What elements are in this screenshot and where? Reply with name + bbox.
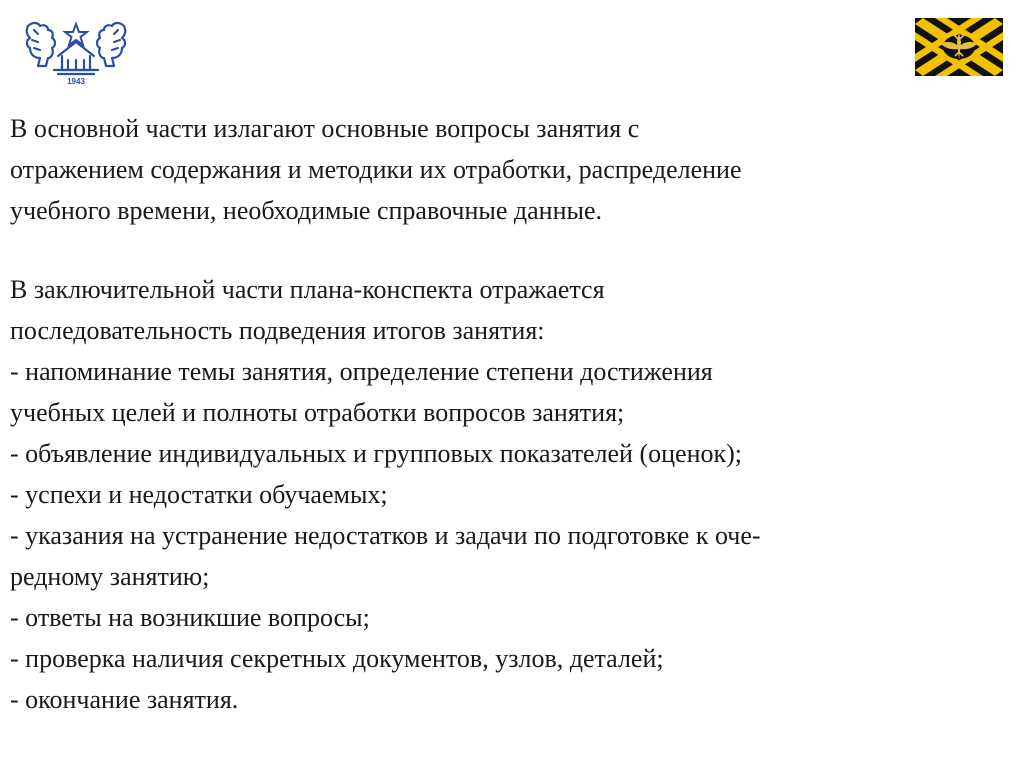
paragraph-gap bbox=[10, 231, 1015, 269]
text-line: последовательность подведения итогов занятия: bbox=[10, 316, 545, 345]
text-line: В заключительной части плана-конспекта отражается bbox=[10, 275, 605, 304]
list-item: - объявление индивидуальных и групповых показателей (оценок); bbox=[10, 439, 742, 468]
paragraph-final-part bbox=[10, 269, 1015, 720]
paragraph-main-part bbox=[10, 108, 1015, 231]
list-item: - ответы на возникшие вопросы; bbox=[10, 603, 370, 632]
list-item: - проверка наличия секретных документов, узлов, деталей; bbox=[10, 644, 664, 673]
list-item: - окончание занятия. bbox=[10, 685, 239, 714]
list-item-continuation: редному занятию; bbox=[10, 562, 210, 591]
signal-troops-emblem-logo bbox=[915, 18, 1003, 76]
signal-emblem-icon bbox=[915, 18, 1003, 76]
svg-text:1943: 1943 bbox=[67, 77, 85, 86]
text-line: отражением содержания и методики их отработки, распределение bbox=[10, 155, 742, 184]
text-line: учебного времени, необходимые справочные данные. bbox=[10, 196, 602, 225]
list-item: - указания на устранение недостатков и задачи по подготовке к оче- bbox=[10, 521, 761, 550]
text-line: В основной части излагают основные вопросы занятия с bbox=[10, 114, 640, 143]
university-crest-logo bbox=[22, 16, 130, 86]
list-item-continuation: учебных целей и полноты отработки вопросов занятия; bbox=[10, 398, 625, 427]
university-crest-icon bbox=[22, 16, 130, 86]
list-item: - напоминание темы занятия, определение степени достижения bbox=[10, 357, 713, 386]
list-item: - успехи и недостатки обучаемых; bbox=[10, 480, 388, 509]
slide-body bbox=[10, 108, 1015, 720]
